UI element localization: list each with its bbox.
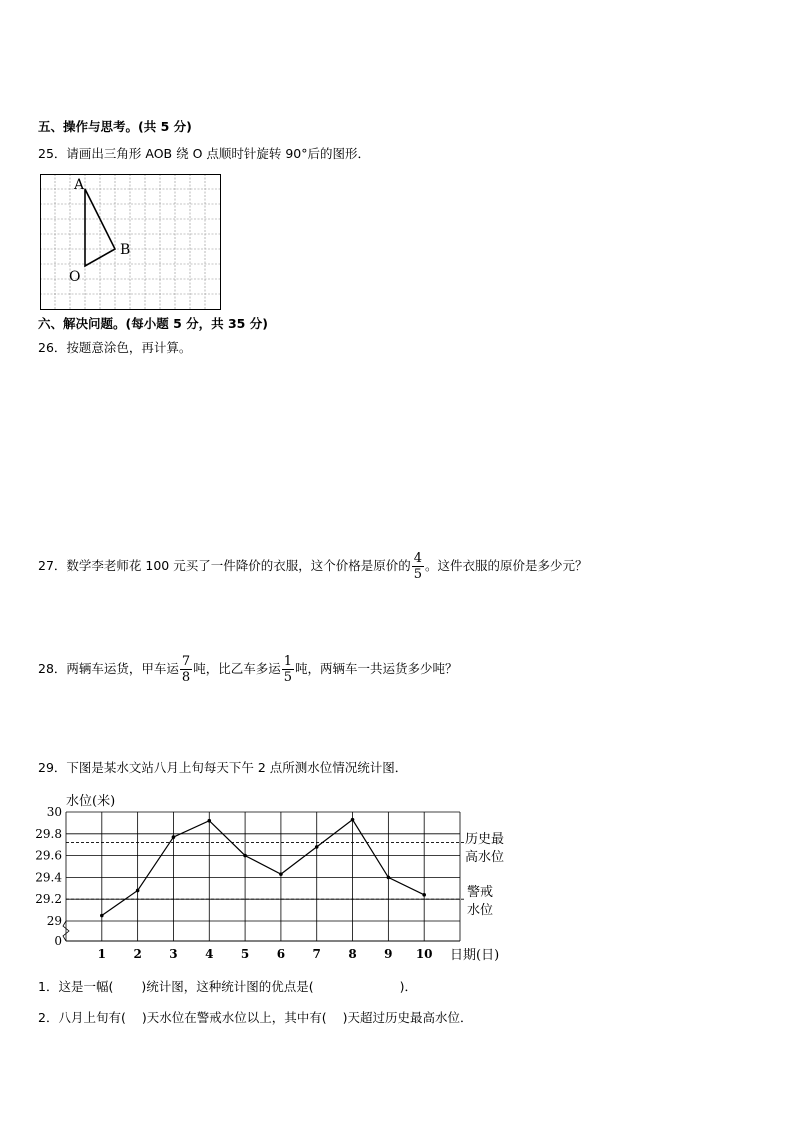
ref-line-label-warning-1: 警戒	[467, 885, 494, 900]
data-point-day-2	[136, 889, 140, 893]
data-point-day-4	[207, 819, 211, 823]
section-6-heading: 六、解决问题。(每小题 5 分，共 35 分)	[38, 316, 268, 331]
y-tick-label: 30	[46, 805, 62, 819]
x-tick-label: 7	[312, 947, 321, 961]
ref-line-label-historic-2: 高水位	[465, 850, 505, 865]
y-axis-label: 水位(米)	[66, 794, 116, 809]
data-point-day-7	[315, 845, 319, 849]
y-tick-label: 29	[46, 914, 62, 928]
question-29-sub1: 1．这是一幅( )统计图，这种统计图的优点是( )．	[38, 979, 417, 994]
y-tick-label: 29.6	[35, 848, 62, 863]
question-25-text: 25．请画出三角形 AOB 绕 O 点顺时针旋转 90°后的图形．	[38, 146, 371, 161]
question-28-part3: 吨，两辆车一共运货多少吨？	[294, 661, 458, 676]
question-29-sub2: 2．八月上旬有( )天水位在警戒水位以上，其中有( )天超过历史最高水位．	[38, 1010, 473, 1025]
data-point-day-3	[172, 835, 176, 839]
data-point-day-8	[351, 818, 355, 822]
x-tick-label: 5	[240, 947, 250, 961]
rotation-grid-figure	[40, 174, 222, 312]
x-tick-label: 2	[133, 947, 142, 961]
question-26-text: 26．按题意涂色，再计算。	[38, 340, 192, 355]
x-tick-label: 3	[169, 947, 178, 961]
data-point-day-9	[387, 876, 391, 880]
point-a-label: A	[74, 177, 85, 193]
x-tick-label: 1	[97, 947, 106, 961]
fraction-1-5: $\frac{1}{5}$	[283, 654, 292, 685]
y-tick-label: 29.4	[35, 870, 62, 885]
data-point-day-6	[279, 872, 283, 876]
question-28	[38, 652, 458, 686]
fraction-4-5: $\frac{4}{5}$	[413, 551, 422, 582]
water-level-line-chart	[30, 786, 520, 966]
question-28-part2: 吨，比乙车多运	[193, 661, 281, 676]
ref-line-label-historic-1: 历史最	[465, 832, 505, 847]
question-27	[38, 549, 588, 583]
question-29-text: 29．下图是某水文站八月上旬每天下午 2 点所测水位情况统计图．	[38, 760, 408, 775]
point-b-label: B	[120, 242, 131, 258]
x-tick-label: 8	[348, 947, 357, 961]
question-28-part1: 28．两辆车运货，甲车运	[38, 661, 179, 676]
x-tick-label: 9	[384, 947, 393, 961]
fraction-7-8: $\frac{7}{8}$	[181, 654, 191, 685]
x-tick-label: 6	[276, 947, 286, 961]
data-point-day-5	[243, 854, 247, 858]
y-tick-label: 0	[54, 934, 62, 948]
data-point-day-10	[422, 893, 426, 897]
question-27-suffix: 。这件衣服的原价是多少元？	[425, 558, 588, 573]
x-axis-label: 日期(日)	[450, 948, 500, 963]
x-tick-label: 10	[415, 947, 433, 961]
point-o-label: O	[69, 269, 81, 285]
y-tick-label: 29.8	[35, 826, 62, 841]
y-tick-label: 29.2	[35, 892, 62, 907]
section-5-heading: 五、操作与思考。(共 5 分)	[38, 119, 192, 134]
x-tick-label: 4	[205, 947, 214, 961]
question-27-prefix: 27．数学李老师花 100 元买了一件降价的衣服，这个价格是原价的	[38, 558, 411, 573]
ref-line-label-warning-2: 水位	[467, 903, 494, 918]
data-point-day-1	[100, 914, 104, 918]
